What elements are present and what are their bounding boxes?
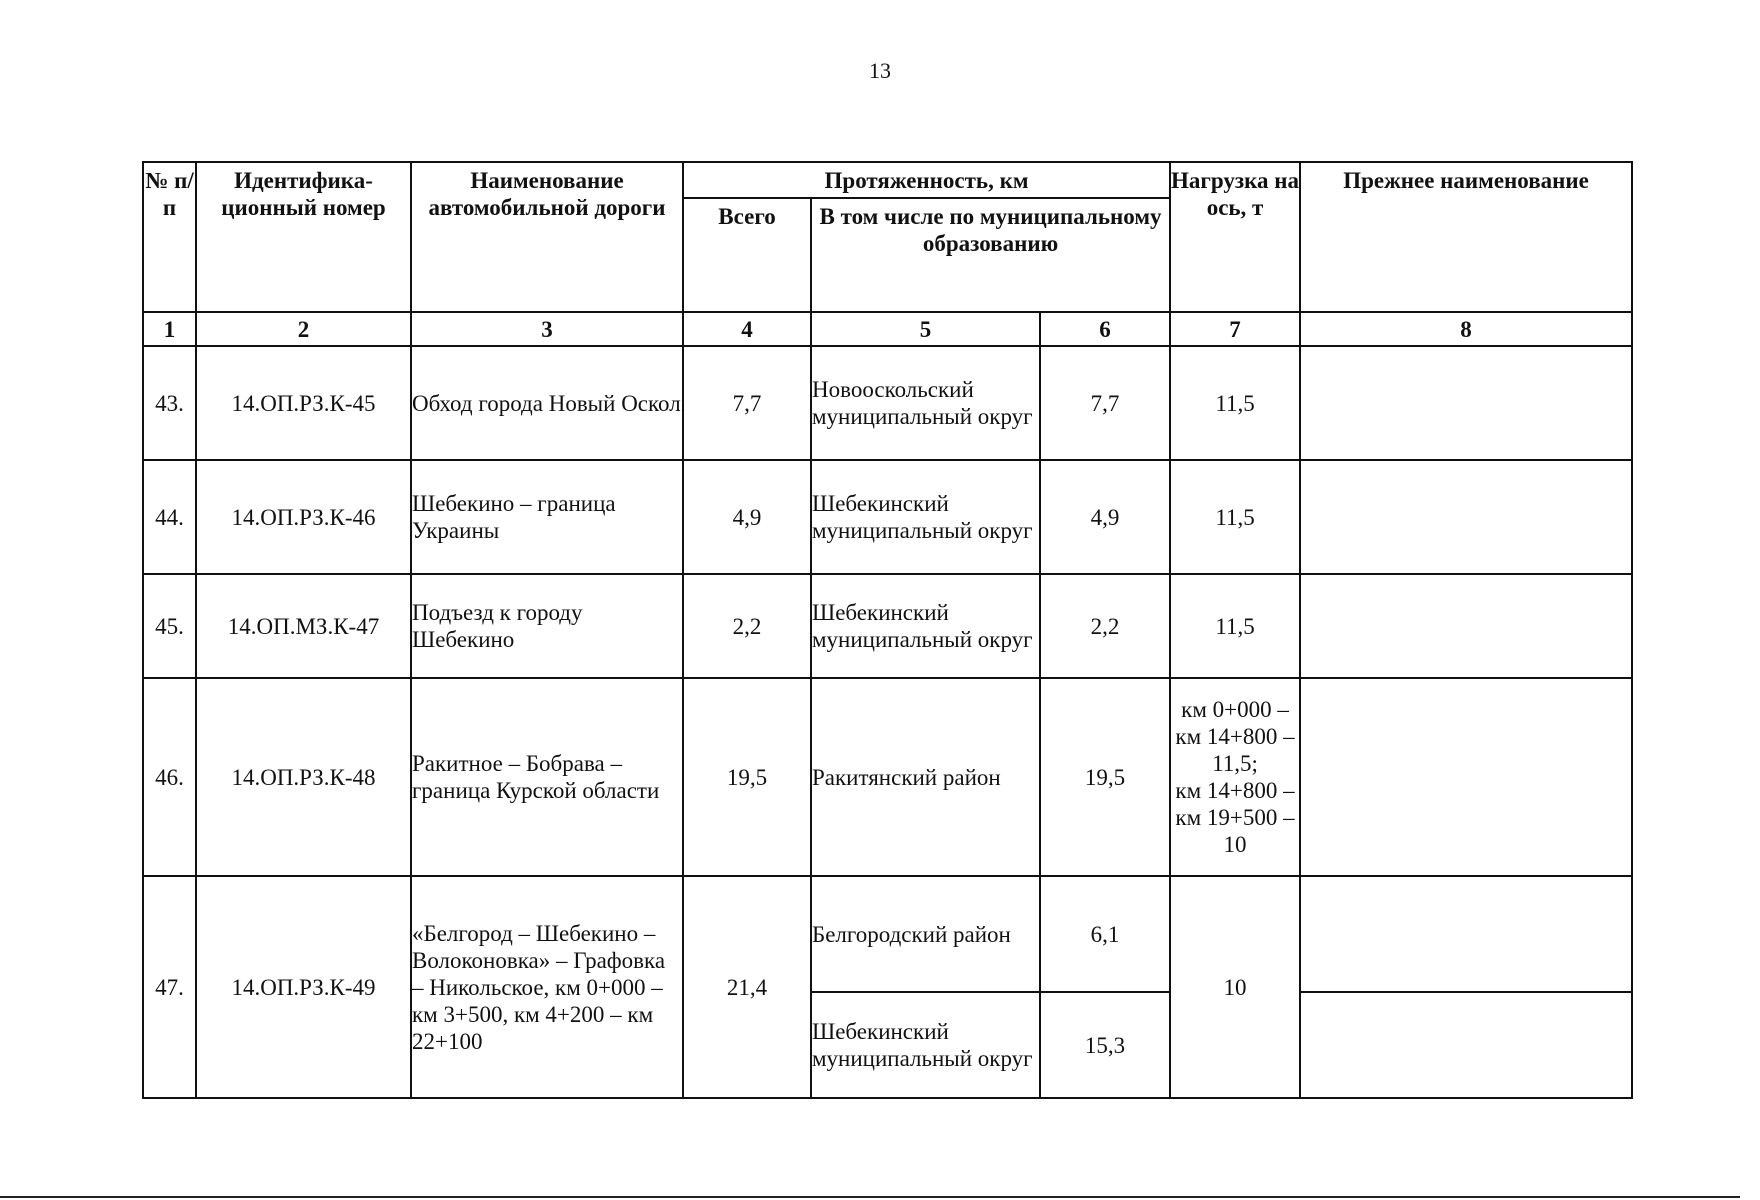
column-number: 8 [1300, 312, 1632, 346]
header-name: Наименование автомобильной дороги [411, 162, 683, 312]
length-total: 7,7 [683, 346, 811, 460]
municipality-length: 19,5 [1040, 678, 1170, 876]
column-number: 6 [1040, 312, 1170, 346]
row-number: 46. [143, 678, 196, 876]
length-total: 4,9 [683, 460, 811, 574]
header-former: Прежнее наименование [1300, 162, 1632, 312]
axle-load: 11,5 [1170, 460, 1300, 574]
axle-load [1170, 678, 1300, 876]
axle-load-line: 11,5; [1212, 751, 1258, 776]
road-id: 14.ОП.МЗ.К-47 [196, 574, 411, 678]
road-name: Шебекино – граница Украины [411, 460, 683, 574]
roads-table [142, 161, 1633, 1099]
column-number: 4 [683, 312, 811, 346]
header-axle: Нагрузка на ось, т [1170, 162, 1300, 312]
former-name [1300, 678, 1632, 876]
header-length: Протяженность, км [683, 162, 1170, 198]
road-name: Ракитное – Бобрава – граница Курской области [411, 678, 683, 876]
municipality: Новооскольский муниципальный округ [811, 346, 1040, 460]
former-name [1300, 992, 1632, 1098]
header-total: Всего [683, 198, 811, 312]
axle-load-line: км 14+800 – [1175, 778, 1295, 803]
former-name [1300, 574, 1632, 678]
page-number: 13 [869, 58, 891, 83]
municipality: Шебекинский муниципальный округ [811, 574, 1040, 678]
axle-load-line: км 0+000 – [1181, 697, 1289, 722]
municipality-length: 2,2 [1040, 574, 1170, 678]
road-name: Подъезд к городу Шебекино [411, 574, 683, 678]
former-name [1300, 460, 1632, 574]
table-row [143, 574, 1632, 678]
municipality-length: 15,3 [1040, 992, 1170, 1098]
table-row [143, 346, 1632, 460]
row-number: 45. [143, 574, 196, 678]
municipality: Шебекинский муниципальный округ [811, 460, 1040, 574]
table-row [143, 876, 1632, 992]
length-total: 19,5 [683, 678, 811, 876]
header-num: № п/п [143, 162, 196, 312]
road-id: 14.ОП.РЗ.К-49 [196, 876, 411, 1098]
column-number: 1 [143, 312, 196, 346]
header-municipal: В том числе по муниципальному образованию [811, 198, 1170, 312]
municipality-length: 4,9 [1040, 460, 1170, 574]
axle-load: 11,5 [1170, 346, 1300, 460]
table-row [143, 460, 1632, 574]
length-total: 21,4 [683, 876, 811, 1098]
road-id: 14.ОП.РЗ.К-48 [196, 678, 411, 876]
table-row [143, 678, 1632, 876]
road-id: 14.ОП.РЗ.К-46 [196, 460, 411, 574]
former-name [1300, 876, 1632, 992]
axle-load: 10 [1170, 876, 1300, 1098]
column-number: 7 [1170, 312, 1300, 346]
axle-load: 11,5 [1170, 574, 1300, 678]
municipality: Ракитянский район [811, 678, 1040, 876]
axle-load-line: 10 [1223, 832, 1247, 857]
municipality: Шебекинский муниципальный округ [811, 992, 1040, 1098]
former-name [1300, 346, 1632, 460]
column-number: 3 [411, 312, 683, 346]
row-number: 43. [143, 346, 196, 460]
column-number: 2 [196, 312, 411, 346]
municipality-length: 7,7 [1040, 346, 1170, 460]
column-number: 5 [811, 312, 1040, 346]
road-name: Обход города Новый Оскол [411, 346, 683, 460]
axle-load-line: км 19+500 – [1175, 805, 1295, 830]
road-id: 14.ОП.РЗ.К-45 [196, 346, 411, 460]
bottom-rule [0, 1196, 1740, 1198]
municipality-length: 6,1 [1040, 876, 1170, 992]
axle-load-line: км 14+800 – [1175, 724, 1295, 749]
header-id: Идентифика-ционный номер [196, 162, 411, 312]
row-number: 44. [143, 460, 196, 574]
road-name: «Белгород – Шебекино – Волоконовка» – Графовка – Никольское, км 0+000 – км 3+500, км 4+200 – км 22+100 [411, 876, 683, 1098]
length-total: 2,2 [683, 574, 811, 678]
municipality: Белгородский район [811, 876, 1040, 992]
row-number: 47. [143, 876, 196, 1098]
